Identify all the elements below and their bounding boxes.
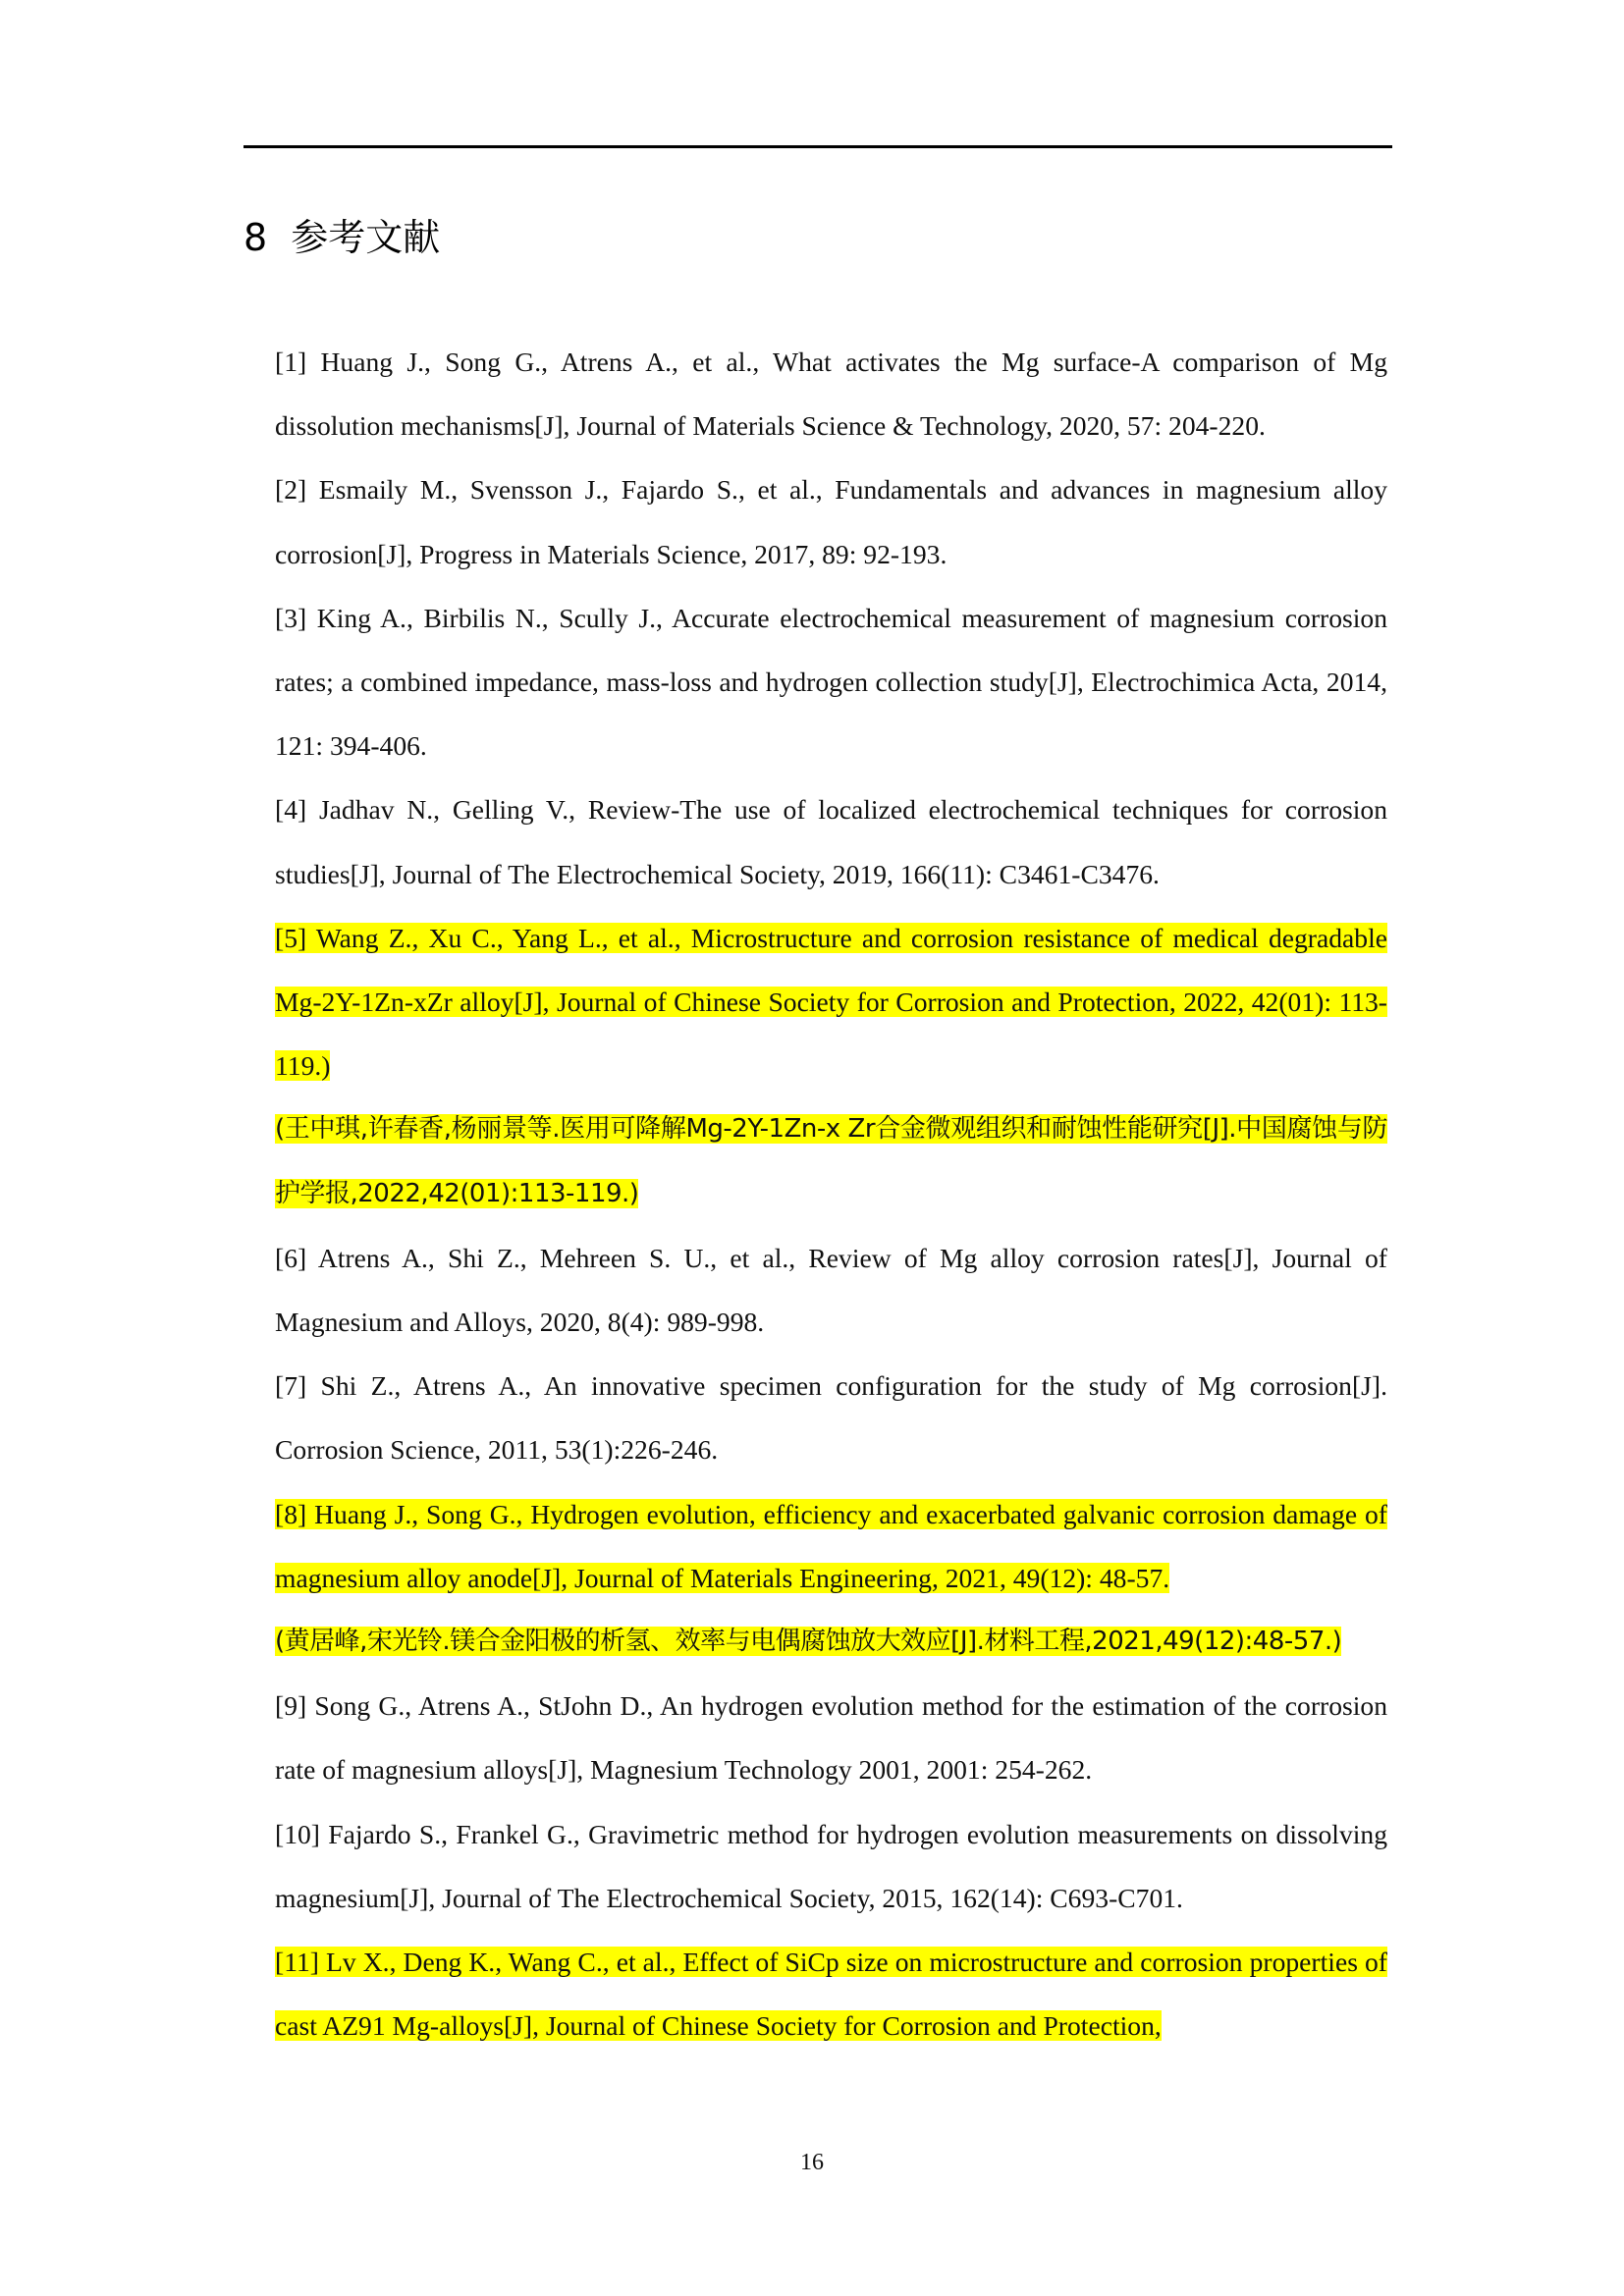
reference-item-2 xyxy=(275,457,1387,585)
reference-text: [9] Song G., Atrens A., StJohn D., An hydrogen evolution method for the estimation of the corrosion rate of magnesium alloys[J], Magnesium Technology 2001, 2001: 254-262. xyxy=(275,1690,1387,1786)
reference-list xyxy=(275,330,1387,2057)
reference-text: [4] Jadhav N., Gelling V., Review-The use of localized electrochemical techniques for corrosion studies[J], Journal of The Electrochemical Society, 2019, 166(11): C3461-C3476. xyxy=(275,794,1387,889)
reference-text: [1] Huang J., Song G., Atrens A., et al., What activates the Mg surface-A comparison of Mg dissolution mechanisms[J], Journal of Materials Science & Technology, 2020, 57: 204-220. xyxy=(275,347,1387,442)
reference-text: [7] Shi Z., Atrens A., An innovative specimen configuration for the study of Mg corrosion[J]. Corrosion Science, 2011, 53(1):226-246. xyxy=(275,1370,1387,1466)
highlighted-reference-text: [8] Huang J., Song G., Hydrogen evolution, efficiency and exacerbated galvanic corrosion damage of magnesium alloy anode[J], Journal of Materials Engineering, 2021, 49(12): 48-57. xyxy=(275,1498,1387,1593)
section-number: 8 xyxy=(244,216,268,259)
reference-item-7 xyxy=(275,1354,1387,1481)
reference-item-5 xyxy=(275,906,1387,1098)
highlighted-reference-text: [5] Wang Z., Xu C., Yang L., et al., Microstructure and corrosion resistance of medical degradable Mg-2Y-1Zn-xZr alloy[J], Journal of Chinese Society for Corrosion and Protection, 2022, 42(01): 113-119.) xyxy=(275,922,1387,1082)
highlighted-reference-text-cn: (王中琪,许春香,杨丽景等.医用可降解Mg-2Y-1Zn-x Zr合金微观组织和耐蚀性能研究[J].中国腐蚀与防护学报,2022,42(01):113-119.) xyxy=(275,1114,1387,1208)
highlighted-reference-text-cn: (黄居峰,宋光铃.镁合金阳极的析氢、效率与电偶腐蚀放大效应[J].材料工程,2021,49(12):48-57.) xyxy=(275,1627,1342,1657)
header-rule xyxy=(244,145,1392,148)
reference-item-5-chinese xyxy=(275,1097,1387,1225)
reference-item-3 xyxy=(275,586,1387,778)
reference-item-11 xyxy=(275,1930,1387,2057)
reference-item-9 xyxy=(275,1674,1387,1801)
reference-item-4 xyxy=(275,777,1387,905)
reference-item-8-chinese xyxy=(275,1610,1387,1674)
highlighted-reference-text: [11] Lv X., Deng K., Wang C., et al., Effect of SiCp size on microstructure and corrosion properties of cast AZ91 Mg-alloys[J], Journal of Chinese Society for Corrosion and Protection, xyxy=(275,1947,1387,2042)
reference-text: [6] Atrens A., Shi Z., Mehreen S. U., et al., Review of Mg alloy corrosion rates[J], Journal of Magnesium and Alloys, 2020, 8(4): 989-998. xyxy=(275,1242,1387,1338)
reference-text: [3] King A., Birbilis N., Scully J., Accurate electrochemical measurement of magnesium corrosion rates; a combined impedance, mass-loss and hydrogen collection study[J], Electrochimica Acta, 2014, 121: 394-406. xyxy=(275,602,1387,762)
reference-item-1 xyxy=(275,330,1387,457)
reference-text: [2] Esmaily M., Svensson J., Fajardo S., et al., Fundamentals and advances in magnesium alloy corrosion[J], Progress in Materials Science, 2017, 89: 92-193. xyxy=(275,474,1387,569)
page-number: 16 xyxy=(800,2150,824,2175)
reference-item-8 xyxy=(275,1482,1387,1610)
reference-item-10 xyxy=(275,1802,1387,1930)
section-heading xyxy=(244,208,440,267)
reference-text: [10] Fajardo S., Frankel G., Gravimetric method for hydrogen evolution measurements on dissolving magnesium[J], Journal of The Electrochemical Society, 2015, 162(14): C693-C701. xyxy=(275,1818,1387,1913)
reference-item-6 xyxy=(275,1226,1387,1354)
section-title: 参考文献 xyxy=(291,216,441,259)
